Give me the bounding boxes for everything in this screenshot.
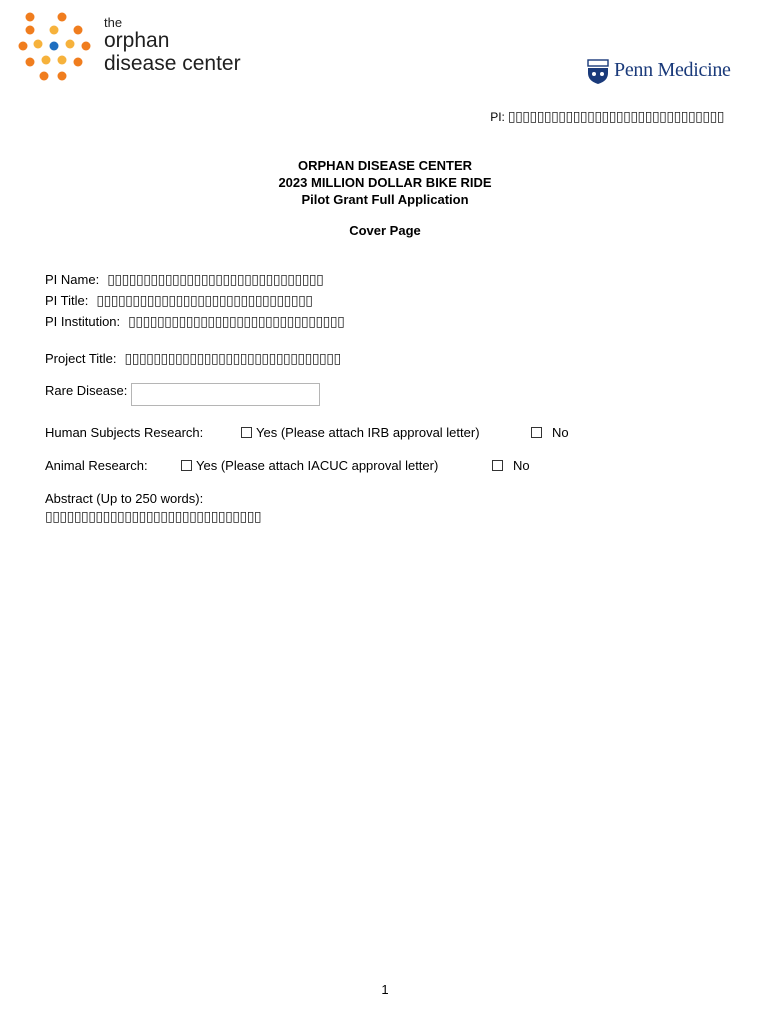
logo-text-disease-center: disease center — [104, 52, 241, 75]
pi-header — [490, 108, 724, 125]
human-subjects-yes-label: Yes (Please attach IRB approval letter) — [256, 425, 480, 440]
logo-text-orphan: orphan — [104, 29, 170, 52]
dots-logo-icon — [16, 10, 96, 90]
pi-institution-label: PI Institution: — [45, 314, 121, 329]
title-line-3: Pilot Grant Full Application — [301, 192, 469, 207]
pi-header-label: PI: — [490, 109, 505, 124]
animal-research-no-option[interactable] — [492, 458, 530, 473]
animal-research-label: Animal Research: — [45, 458, 148, 473]
title-line-2: 2023 MILLION DOLLAR BIKE RIDE — [278, 175, 492, 190]
animal-research-no-label: No — [513, 458, 530, 473]
human-subjects-no-option[interactable] — [531, 425, 569, 440]
human-subjects-yes-option[interactable] — [241, 425, 480, 440]
animal-research-no-checkbox[interactable] — [492, 460, 503, 471]
project-title-row — [45, 350, 341, 367]
abstract-label: Abstract (Up to 250 words): — [45, 491, 204, 506]
animal-research-yes-option[interactable] — [181, 458, 438, 473]
pi-name-field[interactable]: ▯▯▯▯▯▯▯▯▯▯▯▯▯▯▯▯▯▯▯▯▯▯▯▯▯▯▯▯▯▯ — [107, 271, 324, 287]
penn-medicine-logo — [586, 57, 746, 85]
penn-shield-icon — [586, 59, 610, 85]
pi-title-row — [45, 292, 312, 309]
human-subjects-no-label: No — [552, 425, 569, 440]
pi-name-label: PI Name: — [45, 272, 100, 287]
pi-title-field[interactable]: ▯▯▯▯▯▯▯▯▯▯▯▯▯▯▯▯▯▯▯▯▯▯▯▯▯▯▯▯▯▯ — [96, 292, 313, 308]
penn-medicine-text: Penn Medicine — [614, 59, 731, 81]
pi-name-row — [45, 271, 323, 288]
cover-page-heading: Cover Page — [349, 223, 421, 238]
pi-header-value[interactable]: ▯▯▯▯▯▯▯▯▯▯▯▯▯▯▯▯▯▯▯▯▯▯▯▯▯▯▯▯▯▯ — [507, 108, 724, 124]
title-line-1: ORPHAN DISEASE CENTER — [297, 158, 473, 173]
project-title-label: Project Title: — [45, 351, 117, 366]
human-subjects-label: Human Subjects Research: — [45, 425, 204, 440]
animal-research-yes-checkbox[interactable] — [181, 460, 192, 471]
rare-disease-row — [45, 383, 320, 406]
abstract-field[interactable]: ▯▯▯▯▯▯▯▯▯▯▯▯▯▯▯▯▯▯▯▯▯▯▯▯▯▯▯▯▯▯ — [45, 508, 262, 524]
animal-research-yes-label: Yes (Please attach IACUC approval letter) — [196, 458, 439, 473]
orphan-disease-center-logo — [16, 10, 256, 90]
page-number: 1 — [381, 982, 389, 997]
project-title-field[interactable]: ▯▯▯▯▯▯▯▯▯▯▯▯▯▯▯▯▯▯▯▯▯▯▯▯▯▯▯▯▯▯ — [124, 350, 341, 366]
pi-title-label: PI Title: — [45, 293, 89, 308]
human-subjects-yes-checkbox[interactable] — [241, 427, 252, 438]
pi-institution-field[interactable]: ▯▯▯▯▯▯▯▯▯▯▯▯▯▯▯▯▯▯▯▯▯▯▯▯▯▯▯▯▯▯ — [128, 313, 345, 329]
pi-institution-row — [45, 313, 344, 330]
rare-disease-input[interactable] — [131, 383, 320, 406]
rare-disease-label: Rare Disease: — [45, 383, 128, 398]
human-subjects-no-checkbox[interactable] — [531, 427, 542, 438]
title-block — [0, 157, 770, 208]
logo-text-the: the — [104, 15, 123, 30]
